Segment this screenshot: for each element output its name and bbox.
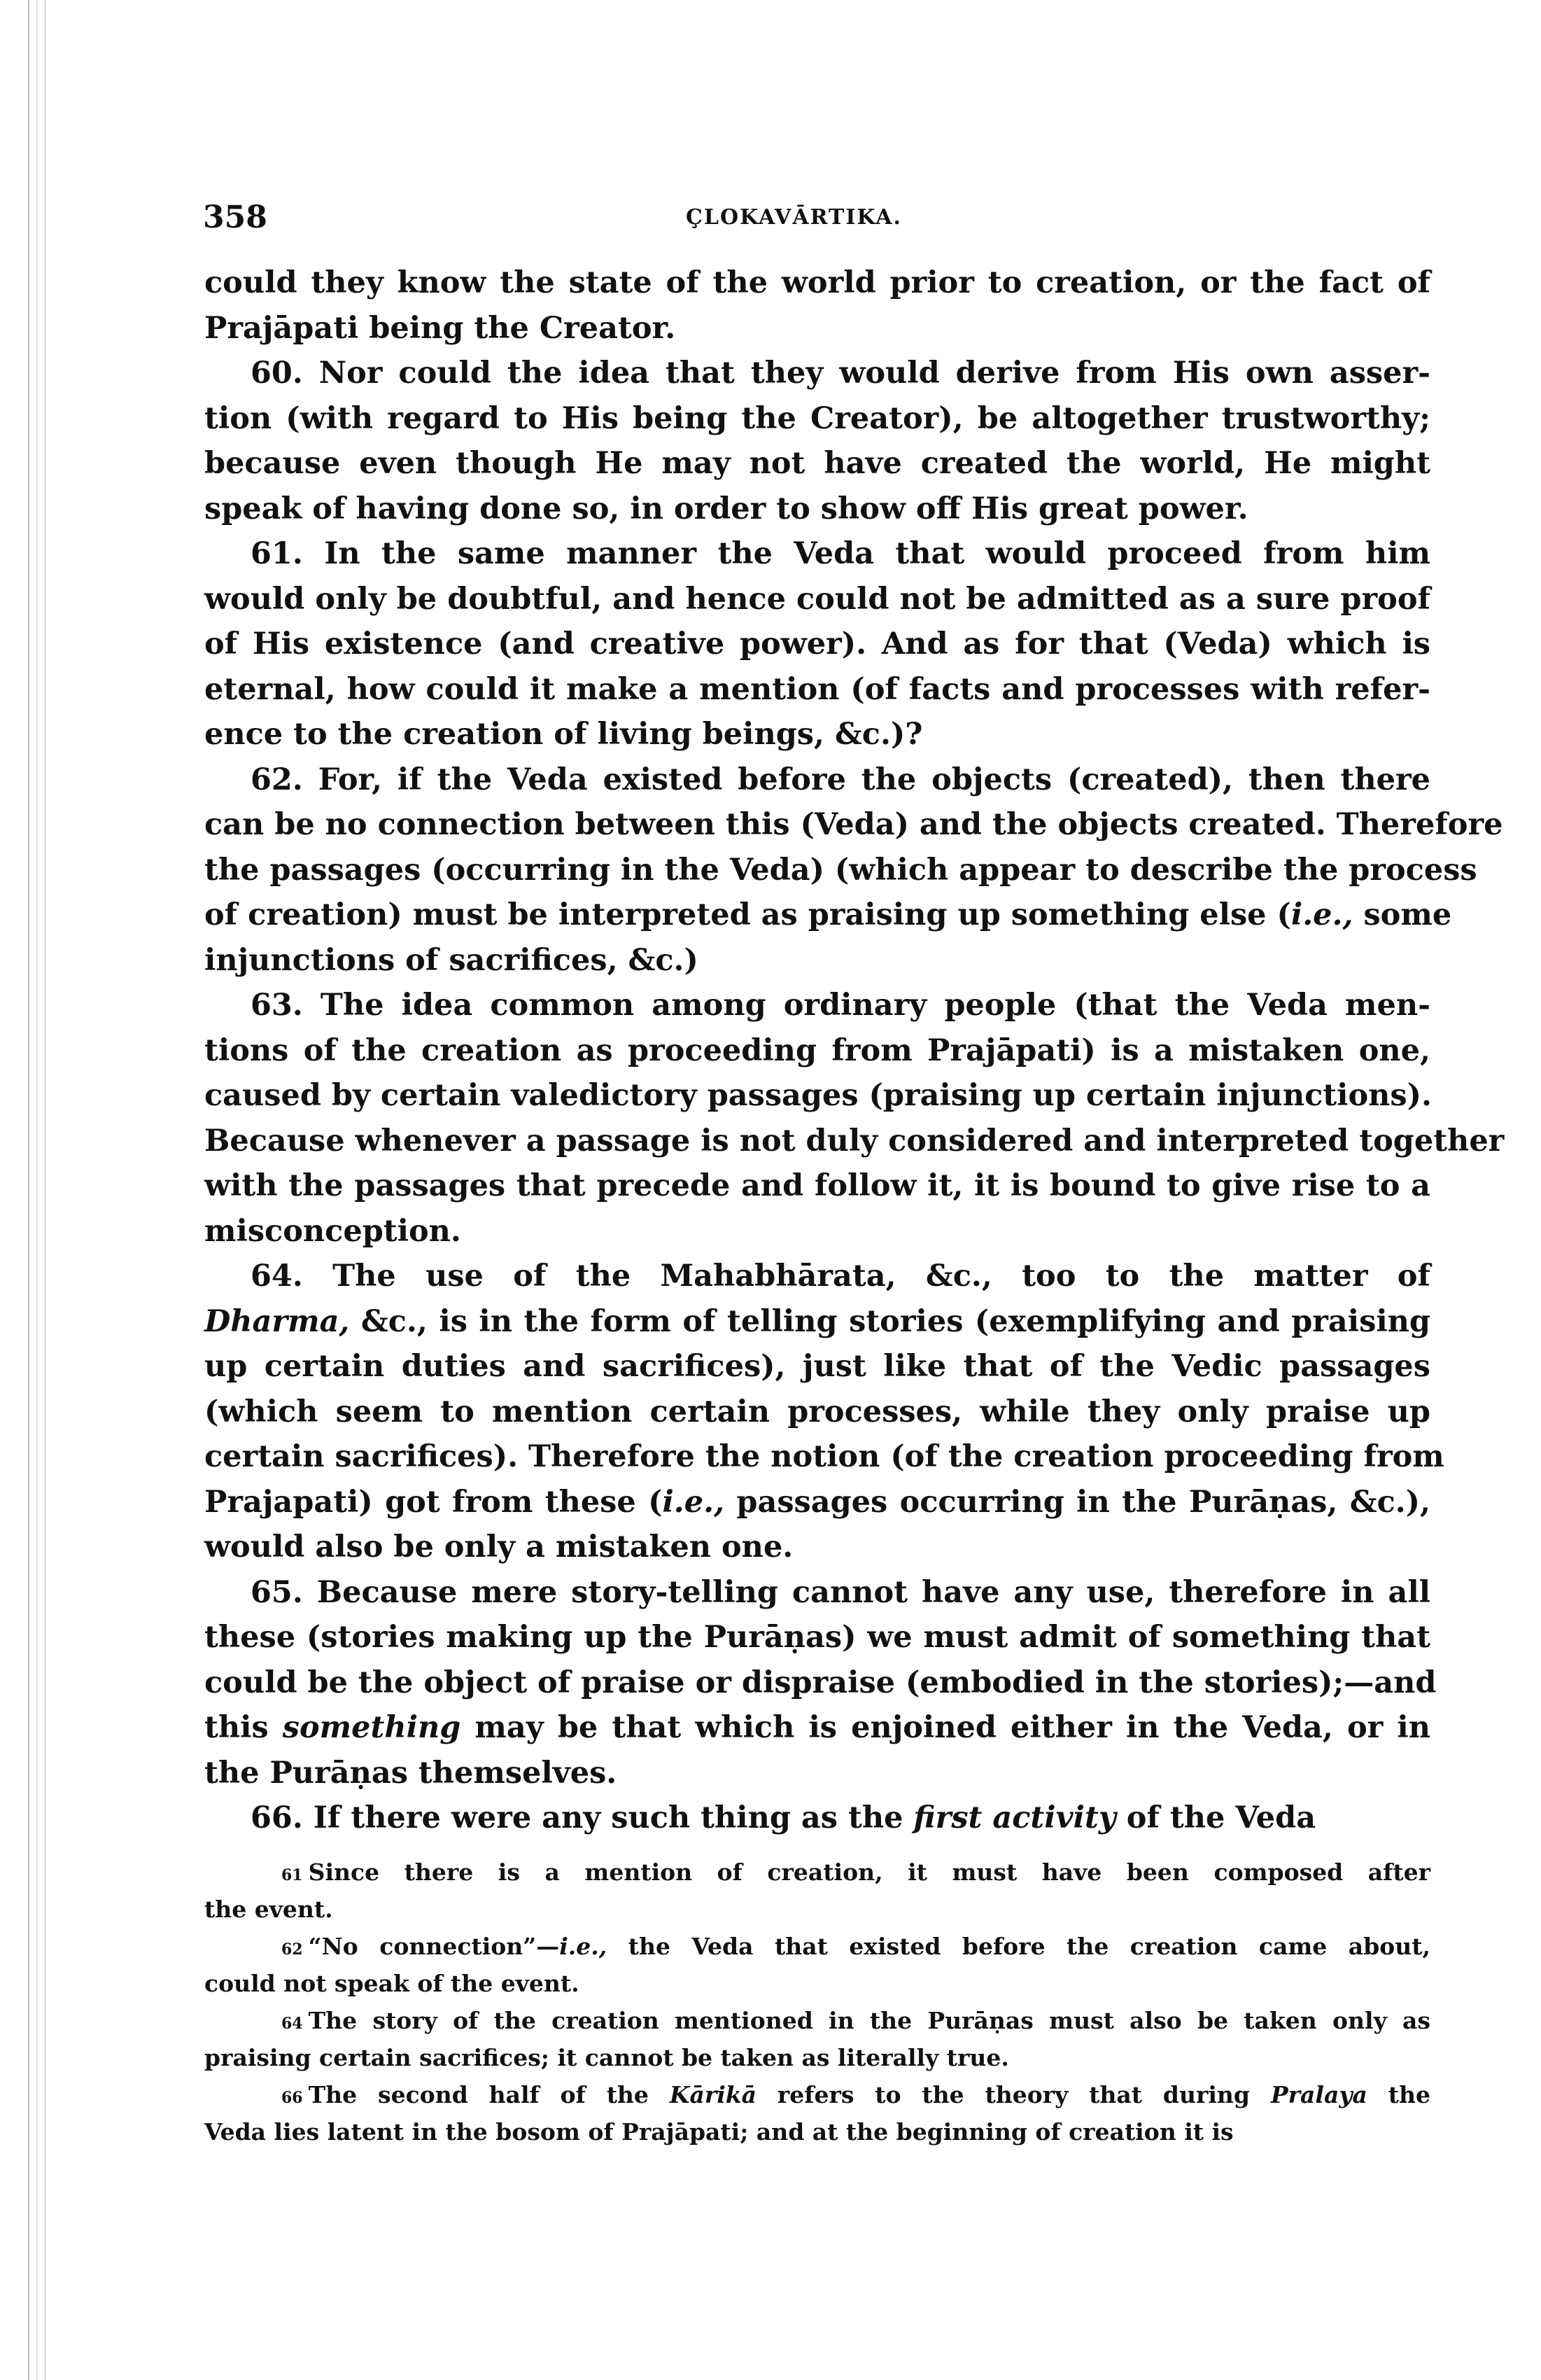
footnote-line <box>204 2039 1430 2076</box>
text-run: with the passages that precede and follow it, it is bound to give rise to a <box>204 1168 1430 1203</box>
text-run: 60. Nor could the idea that they would derive from His own asser- <box>251 356 1430 391</box>
text-run: certain sacrifices). Therefore the notion (of the creation proceeding from <box>204 1439 1444 1474</box>
footnote-line <box>204 1854 1430 1891</box>
page-number: 358 <box>203 200 267 235</box>
text-run: could they know the state of the world prior to creation, or the fact of <box>204 265 1430 300</box>
text-line <box>204 667 1430 713</box>
text-line <box>204 306 1430 351</box>
text-run: some <box>1353 897 1452 932</box>
text-run: Since there is a mention of creation, it must have been composed after <box>308 1858 1430 1886</box>
text-run: could be the object of praise or dispraise (embodied in the stories);—and <box>204 1665 1437 1700</box>
text-run: of His existence (and creative power). And as for that (Veda) which is <box>204 626 1430 662</box>
text-run: these (stories making up the Purāṇas) we must admit of something that <box>204 1620 1430 1655</box>
text-line <box>204 1299 1430 1345</box>
text-line <box>204 983 1430 1028</box>
text-line <box>204 1163 1430 1209</box>
text-run: would also be only a mistaken one. <box>204 1530 794 1564</box>
scan-edge-line <box>36 0 38 2380</box>
text-run: caused by certain valedictory passages (praising up certain injunctions). <box>204 1078 1432 1113</box>
text-run: up certain duties and sacrifices), just like that of the Vedic passages <box>204 1349 1430 1384</box>
text-run: tions of the creation as proceeding from Prajāpati) is a mistaken one, <box>204 1032 1430 1068</box>
scan-edge-line <box>28 0 29 2380</box>
footnote-line <box>204 1928 1430 1965</box>
italic-text: Kārikā <box>669 2081 757 2108</box>
footnote-number: 66 <box>281 2089 303 2107</box>
text-run: the passages (occurring in the Veda) (which appear to describe the process <box>204 852 1477 888</box>
text-line <box>204 1751 1430 1796</box>
text-run: “No connection”— <box>308 1933 560 1960</box>
footnote-number: 61 <box>281 1866 303 1884</box>
text-run: of creation) must be interpreted as praising up something else ( <box>204 897 1291 932</box>
text-line <box>204 1795 1430 1841</box>
text-line <box>204 1525 1430 1570</box>
text-line <box>204 757 1430 803</box>
text-line <box>204 486 1430 532</box>
text-line <box>204 1119 1505 1164</box>
text-run: &c., is in the form of telling stories (exemplifying and praising <box>349 1303 1430 1339</box>
text-run: speak of having done so, in order to show off His great power. <box>204 491 1248 526</box>
text-line <box>204 848 1477 893</box>
italic-text: something <box>282 1710 461 1745</box>
text-line <box>204 1615 1430 1660</box>
running-title: ÇLOKAVĀRTIKA. <box>686 205 902 230</box>
text-line <box>204 577 1430 622</box>
text-line <box>204 802 1503 848</box>
text-run: The story of the creation mentioned in the Purāṇas must also be taken only as <box>308 2007 1430 2034</box>
italic-text: Pralaya <box>1270 2081 1367 2108</box>
text-run: eternal, how could it make a mention (of facts and processes with refer- <box>204 671 1430 707</box>
text-run: could not speak of the event. <box>204 1970 579 1997</box>
text-run: Veda lies latent in the bosom of Prajāpati; and at the beginning of creation it is <box>204 2118 1234 2146</box>
text-run: praising certain sacrifices; it cannot be taken as literally true. <box>204 2044 1009 2071</box>
text-run: may be that which is enjoined either in the Veda, or in <box>460 1710 1431 1745</box>
text-line <box>204 351 1430 396</box>
text-line <box>204 441 1430 486</box>
italic-text: first activity <box>913 1800 1116 1835</box>
text-run: misconception. <box>204 1213 461 1249</box>
footnote-line <box>204 1965 1430 2002</box>
text-line <box>204 1209 1430 1254</box>
text-run: 66. If there were any such thing as the <box>251 1800 914 1835</box>
footnotes <box>204 1854 1430 2150</box>
text-line <box>204 1660 1437 1706</box>
body-text <box>204 260 1505 1841</box>
text-run: Prajapati) got from these ( <box>204 1484 663 1520</box>
footnote-line <box>204 1891 1430 1928</box>
text-line <box>204 1073 1430 1119</box>
text-line <box>204 1028 1430 1074</box>
text-line <box>204 260 1430 306</box>
text-run: the <box>1367 2081 1431 2108</box>
text-line <box>204 396 1430 442</box>
italic-text: i.e., <box>559 1933 607 1960</box>
text-line <box>204 622 1430 667</box>
footnote-number: 64 <box>281 2015 303 2033</box>
text-run: because even though He may not have created the world, He might <box>204 446 1430 481</box>
text-line <box>204 1705 1430 1751</box>
page-header <box>203 200 1435 241</box>
text-run: 64. The use of the Mahabhārata, &c., too to the matter of <box>251 1259 1430 1294</box>
text-run: 65. Because mere story-telling cannot have any use, therefore in all <box>251 1574 1430 1610</box>
text-run: this <box>204 1710 283 1745</box>
footnote-number: 62 <box>281 1940 303 1959</box>
footnote-line <box>204 2113 1430 2150</box>
text-run: can be no connection between this (Veda) and the objects created. Therefore <box>204 807 1503 842</box>
text-line <box>204 531 1430 577</box>
text-line <box>204 712 1430 757</box>
text-line <box>204 1570 1430 1616</box>
italic-text: i.e., <box>662 1484 725 1520</box>
text-run: of the Veda <box>1116 1800 1316 1835</box>
text-run: (which seem to mention certain processes, while they only praise up <box>204 1394 1430 1429</box>
text-run: passages occurring in the Purāṇas, &c.), <box>724 1484 1430 1520</box>
text-line <box>204 1390 1430 1435</box>
text-run: 63. The idea common among ordinary people (that the Veda men- <box>251 988 1430 1023</box>
text-line <box>204 1254 1430 1299</box>
footnote-line <box>204 2076 1430 2113</box>
text-line <box>204 1434 1444 1480</box>
text-run: the event. <box>204 1896 333 1923</box>
text-run: injunctions of sacrifices, &c.) <box>204 942 698 978</box>
italic-text: i.e., <box>1290 897 1353 932</box>
text-run: would only be doubtful, and hence could not be admitted as a sure proof <box>204 581 1430 617</box>
text-run: the Veda that existed before the creation came about, <box>607 1933 1430 1960</box>
text-run: refers to the theory that during <box>757 2081 1271 2108</box>
text-run: Prajāpati being the Creator. <box>204 310 676 346</box>
text-line <box>204 892 1452 938</box>
text-run: 62. For, if the Veda existed before the objects (created), then there <box>251 762 1430 797</box>
text-run: 61. In the same manner the Veda that would proceed from him <box>251 536 1430 571</box>
text-run: ence to the creation of living beings, &c.)? <box>204 717 923 752</box>
text-line <box>204 1480 1430 1525</box>
text-run: Because whenever a passage is not duly considered and interpreted together <box>204 1123 1505 1158</box>
text-run: the Purāṇas themselves. <box>204 1755 617 1791</box>
text-run: tion (with regard to His being the Creator), be altogether trustworthy; <box>204 400 1430 436</box>
text-run: The second half of the <box>308 2081 670 2108</box>
text-line <box>204 938 1430 983</box>
text-line <box>204 1344 1430 1390</box>
footnote-line <box>204 2002 1430 2039</box>
italic-text: Dharma, <box>204 1303 350 1339</box>
